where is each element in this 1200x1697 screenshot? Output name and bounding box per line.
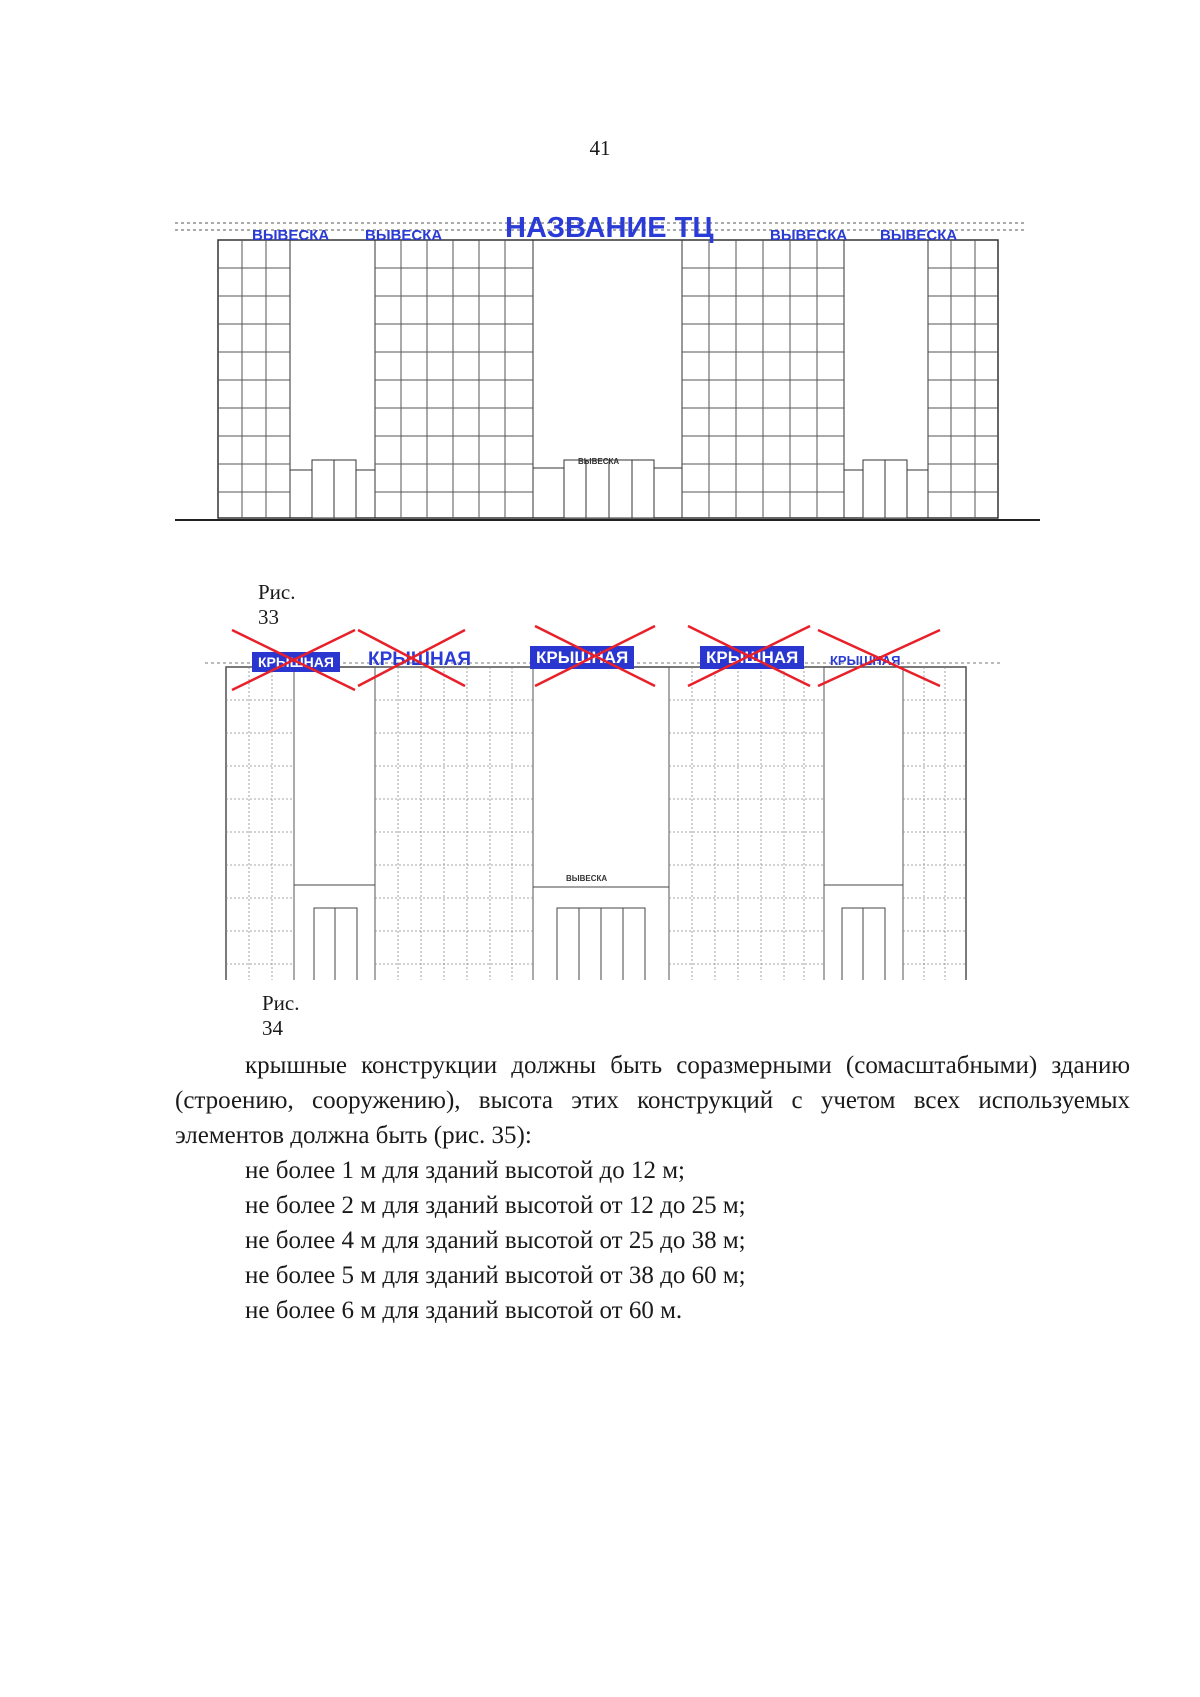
sign-4: ВЫВЕСКА	[880, 227, 958, 244]
list-item: не более 6 м для зданий высотой от 60 м.	[245, 1297, 683, 1324]
entrance-sign: ВЫВЕСКА	[578, 457, 620, 466]
list-item: не более 2 м для зданий высотой от 12 до 25 м;	[245, 1192, 746, 1219]
roof-sign-2: КРЫШНАЯ	[368, 649, 472, 670]
list-item: не более 4 м для зданий высотой от 25 до 38 м;	[245, 1227, 746, 1254]
sign-2: ВЫВЕСКА	[365, 227, 443, 244]
figure-34-caption: Рис. 34	[262, 991, 300, 1040]
figure-33-caption: Рис. 33	[258, 580, 296, 629]
page-number: 41	[589, 136, 611, 160]
roof-sign-1: КРЫШНАЯ	[252, 652, 340, 672]
body-paragraph: крышные конструкции должны быть соразмерными (сомасштабными) зданию (строению, сооружению), высота этих конструкций с учетом всех используемых элементов должна быть (рис. 35):	[175, 1052, 1130, 1149]
list-item: не более 5 м для зданий высотой от 38 до 60 м;	[245, 1262, 746, 1289]
body-text	[175, 1048, 1130, 1328]
roof-sign-3: КРЫШНАЯ	[530, 646, 634, 669]
roof-sign-5: КРЫШНАЯ	[830, 653, 901, 668]
sign-1: ВЫВЕСКА	[252, 227, 330, 244]
list-item: не более 1 м для зданий высотой до 12 м;	[245, 1157, 686, 1184]
mall-name-sign: НАЗВАНИЕ ТЦ	[505, 212, 714, 244]
sign-3: ВЫВЕСКА	[770, 227, 848, 244]
entrance-sign-34: ВЫВЕСКА	[566, 874, 608, 883]
figure-33-facade-drawing	[0, 210, 1200, 530]
figure-34-facade-drawing	[0, 620, 1200, 980]
roof-sign-4: КРЫШНАЯ	[700, 646, 804, 669]
